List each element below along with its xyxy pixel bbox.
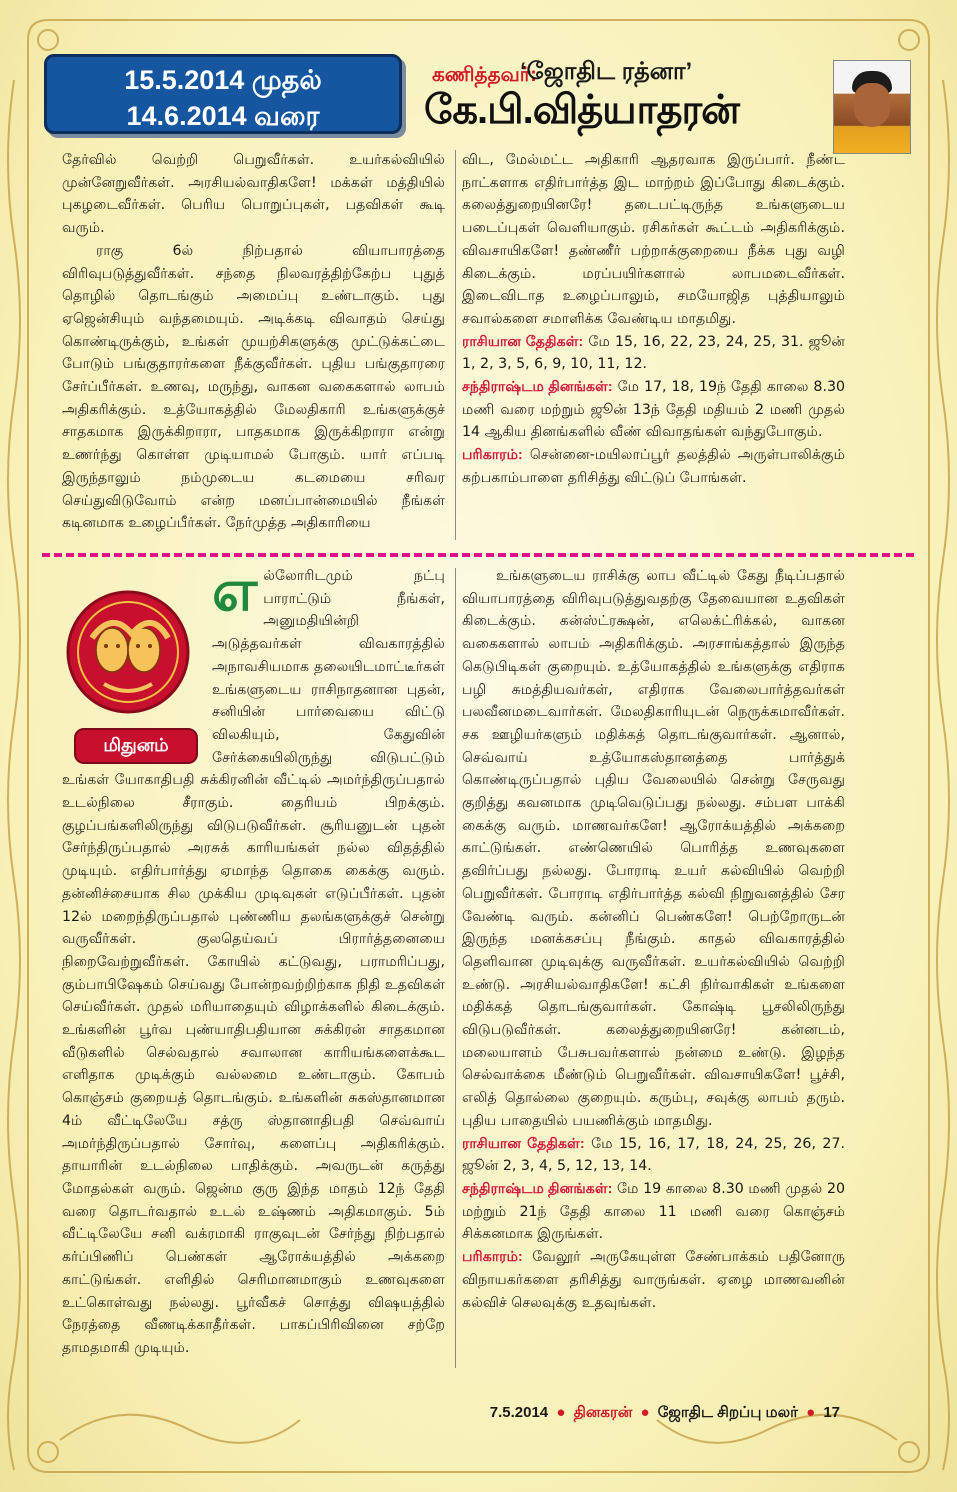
byline-title: ‘ஜோதிட ரத்னா’ [520, 58, 693, 85]
top-left-column [62, 149, 445, 535]
chandrashtama-text: மே 17, 18, 19ந் தேதி காலை 8.30 மணி வரை மற்றும் ஜூன் 13ந் தேதி மதியம் 2 மணி முதல் 14 ஆகிய தினங்களில் வீண் விவாதங்கள் வந்துபோகும். [462, 379, 846, 441]
lucky-dates: மே 15, 16, 22, 23, 24, 25, 31. ஜூன் 1, 2, 3, 5, 6, 9, 10, 11, 12. [462, 333, 845, 373]
remedy-text: சென்னை-மயிலாப்பூர் தலத்தில் அருள்பாலிக்கும் கற்பகாம்பாளை தரிசித்து விட்டுப் போங்கள். [462, 447, 845, 486]
footer-supplement: ஜோதிட சிறப்பு மலர் [657, 1404, 798, 1421]
lucky-dates: மே 15, 16, 17, 18, 24, 25, 26, 27. ஜூன் 2, 3, 4, 5, 12, 13, 14. [462, 1135, 845, 1175]
date-range-end: 14.6.2014 வரை [126, 101, 320, 131]
paragraph: ராகு 6ல் நிற்பதால் வியாபாரத்தை விரிவுபடுத்துவீர்கள். சந்தை நிலவரத்திற்கேற்ப புதுத் தொழில் தொடங்கும் அமைப்பு உண்டாகும். புது ஏஜென்சியும் வந்தமையும். அடிக்கடி விவாதம் செய்து கொண்டிருக்கும், உங்கள் முயற்சிகளுக்கு முட்டுக்கட்டை போடும் பங்குதாரர்களை நீக்குவீர்கள். புதிய பங்குதாரரை சேர்ப்பீர்கள். உணவு, மருந்து, வாகன வகைகளால் லாபம் அதிகரிக்கும். உத்யோகத்தில் மேலதிகாரி உங்களுக்குச் சாதகமாக இருக்கிறாரா, பாதகமாக இருக்கிறாரா என்று உணர்ந்து கொள்ள முடியாமல் போகும். யார் எப்படி இருந்தாலும் நம்முடைய கடமையை சரிவர செய்துவிடுவோம் என்ற மனப்பான்மையில் நீங்கள் கடினமாக உழைப்பீர்கள். நேர்முத்த அதிகாரியை [62, 242, 445, 532]
lucky-dates-label: ராசியான தேதிகள்: [462, 333, 584, 350]
author-name: கே.பி.வித்யாதரன் [424, 88, 739, 132]
byline-label: கணித்தவர்: [432, 64, 537, 86]
page-footer [0, 1404, 840, 1423]
emblem-float-spacer [62, 565, 212, 765]
paragraph: ல்லோரிடமும் நட்பு பாராட்டும் நீங்கள், அனுமதியின்றி அடுத்தவர்கள் விவகாரத்தில் அநாவசியமாக தலையிடமாட்டீர்கள் உங்களுடைய ராசிநாதனான புதன், சனியின் பார்வையை விட்டு விலகியும், கேதுவின் சேர்க்கையிலிருந்து விடுபட்டும் உங்கள் யோகாதிபதி சுக்கிரனின் வீட்டில் அமர்ந்திருப்பதால் உடல்நிலை சீராகும். தைரியம் பிறக்கும். குழப்பங்களிலிருந்து விடுபடுவீர்கள். சூரியனுடன் புதன் சேர்ந்திருப்பதால் அரசுக் காரியங்கள் நல்ல விதத்தில் முடியும். எதிர்பார்த்து ஏமாந்த தொகை கைக்கு வரும். தன்னிச்சையாக சில முக்கிய முடிவுகள் எடுப்பீர்கள். புதன் 12ல் மறைந்திருப்பதால் புண்ணிய தலங்களுக்குச் சென்று வருவீர்கள். குலதெய்வப் பிரார்த்தனையை நிறைவேற்றுவீர்கள். கோயில் கட்டுவது, பராமரிப்பது, கும்பாபிஷேகம் செய்வது போன்றவற்றிற்காக நிதி உதவிகள் செய்வீர்கள். முதல் மரியாதையும் விழாக்களில் கிடைக்கும். உங்களின் பூர்வ புண்யாதிபதியான சுக்கிரன் சாதகமான வீடுகளில் செல்வதால் சவாலான காரியங்களைக்கூட எளிதாக முடிக்கும் வல்லமை உண்டாகும். கோபம் கொஞ்சம் குறையத் தொடங்கும். உங்களின் சுகஸ்தானமான 4ம் வீட்டிலேயே சத்ரு ஸ்தானாதிபதி செவ்வாய் அமர்ந்திருப்பதால் சோர்வு, களைப்பு அதிகரிக்கும். தாயாரின் உடல்நிலை பாதிக்கும். அவருடன் கருத்து மோதல்கள் வரும். ஜென்ம குரு இந்த மாதம் 12ந் தேதி வரை தொடர்வதால் உடல் உஷ்ணம் அதிகமாகும். 5ம் வீட்டிலேயே சனி வக்ரமாகி ராகுவுடன் சேர்ந்து நிற்பதால் கர்ப்பிணிப் பெண்கள் ஆரோக்யத்தில் அக்கறை காட்டுங்கள். எளிதில் செரிமானமாகும் உணவுகளை உட்கொள்வது நல்லது. பூர்வீகச் சொத்து விஷயத்தில் நேரத்தை வீணடிக்காதீர்கள். பாகப்பிரிவினை சற்றே தாமதமாகி முடியும். [62, 568, 445, 1356]
chandrashtama-label: சந்திராஷ்டம தினங்கள்: [462, 1180, 613, 1197]
bottom-right-column [462, 565, 845, 1314]
remedy-label: பரிகாரம்: [462, 447, 523, 464]
date-range-start: 15.5.2014 முதல் [124, 65, 322, 95]
paragraph: உங்களுடைய ராசிக்கு லாப வீட்டில் கேது நீடிப்பதால் வியாபாரத்தை விரிவுபடுத்துவதற்கு தேவையான உதவிகள் கிடைக்கும். கன்ஸ்ட்ரக்ஷன், எலெக்ட்ரிக்கல், வாகன வகைகளால் லாபம் அதிகரிக்கும். அரசாங்கத்தால் இருந்த கெடுபிடிகள் குறையும். உத்யோகத்தில் உங்களுக்கு எதிராக பழி சுமத்தியவர்கள், எதிராக வேலைபார்த்தவர்கள் பலவீனமடைவார்கள். மேலதிகாரியுடன் நெருக்கமாவீர்கள். சக ஊழியர்களும் மதிக்கத் தொடங்குவார்கள். ஆனால், செவ்வாய் உத்யோகஸ்தானத்தை பார்த்துக் கொண்டிருப்பதால் புதிய வேலையில் சென்று சேருவது குறித்து கவனமாக முடிவெடுப்பது நல்லது. சம்பள பாக்கி கைக்கு வரும். மாணவர்களே! ஆரோக்யத்தில் அக்கறை காட்டுங்கள். எண்ணெயில் பொரித்த உணவுகளை தவிர்ப்பது நல்லது. போராடி உயர் கல்வியில் வெற்றி பெறுவீர்கள். போராடி எதிர்பார்த்த கல்வி நிறுவனத்தில் சேர வேண்டி வரும். கன்னிப் பெண்களே! பெற்றோருடன் இருந்த மனக்கசப்பு நீங்கும். காதல் விவகாரத்தில் தெளிவான முடிவுக்கு வருவீர்கள். உயர்கல்வியில் வெற்றி உண்டு. அரசியல்வாதிகளே! கட்சி நிர்வாகிகள் உங்களை மதிக்கத் தொடங்குவார்கள். கோஷ்டி பூசலிலிருந்து விடுபடுவீர்கள். கலைத்துறையினரே! கன்னடம், மலையாளம் பேசுபவர்களால் நன்மை உண்டு. இழந்த செல்வாக்கை மீண்டும் பெறுவீர்கள். விவசாயிகளே! பூச்சி, எலித் தொல்லை குறையும். கரும்பு, சவுக்கு லாபம் தரும். புதிய பாதையில் பயணிக்கும் மாதமிது. [462, 568, 845, 1129]
footer-paper: தினகரன் [573, 1404, 633, 1421]
top-right-column [462, 149, 845, 490]
page-number: 17 [823, 1404, 840, 1421]
column-rule-bottom [455, 568, 456, 1368]
bullet-icon: ● [640, 1404, 650, 1421]
bullet-icon: ● [556, 1404, 566, 1421]
author-photo [833, 60, 911, 154]
drop-cap: எ [212, 558, 258, 623]
rasi-name-badge: மிதுனம் [74, 728, 198, 764]
lucky-dates-label: ராசியான தேதிகள்: [462, 1135, 585, 1152]
column-rule-top [455, 150, 456, 540]
footer-date: 7.5.2014 [489, 1404, 549, 1421]
paragraph: தேர்வில் வெற்றி பெறுவீர்கள். உயர்கல்வியில் முன்னேறுவீர்கள். அரசியல்வாதிகளே! மக்கள் மத்தியில் புகழடைவீர்கள். பெரிய பொறுப்புகள், பதவிகள் கூடி வரும். [62, 152, 445, 237]
chandrashtama-label: சந்திராஷ்டம தினங்கள்: [462, 379, 613, 396]
remedy-label: பரிகாரம்: [462, 1249, 523, 1266]
section-divider [42, 553, 914, 557]
date-range-box [44, 54, 402, 134]
chandrashtama-text: மே 19 காலை 8.30 மணி முதல் 20 மற்றும் 21ந் தேதி காலை 11 மணி வரை கொஞ்சம் சிக்கனமாக இருங்கள். [462, 1180, 845, 1243]
bullet-icon: ● [806, 1404, 816, 1421]
bottom-left-column [62, 558, 445, 1360]
remedy-text: வேலூர் அருகேயுள்ள சேண்பாக்கம் பதினோரு விநாயகர்களை தரிசித்து வாருங்கள். ஏழை மாணவனின் கல்விச் செலவுக்கு உதவுங்கள். [462, 1249, 845, 1311]
paragraph: விட, மேல்மட்ட அதிகாரி ஆதரவாக இருப்பார். நீண்ட நாட்களாக எதிர்பார்த்த இட மாற்றம் இப்போது கிடைக்கும். கலைத்துறையினரே! தடைபட்டிருந்த உங்களுடைய படைப்புகள் வெளியாகும். ரசிகர்கள் கூட்டம் அதிகரிக்கும். விவசாயிகளே! தண்ணீர் பற்றாக்குறையை நீக்க புது வழி கிடைக்கும். மரப்பயிர்களால் லாபமடைவீர்கள். இடைவிடாத உழைப்பாலும், சமயோஜித புத்தியாலும் சவால்களை சமாளிக்க வேண்டிய மாதமிது. [462, 152, 845, 327]
